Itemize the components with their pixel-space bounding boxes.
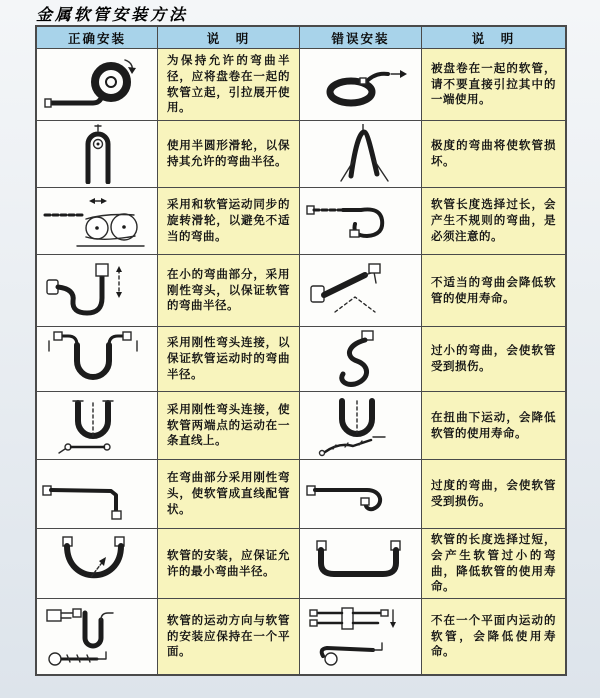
wrong-image-cell — [300, 460, 422, 529]
rigid-elbow-u-connection-icon — [41, 329, 153, 389]
wrong-image-cell — [300, 255, 422, 327]
minimum-bend-radius-u-icon — [41, 533, 153, 595]
correct-image-cell — [37, 460, 158, 529]
wrong-description: 过小的弯曲，会使软管受到损伤。 — [422, 327, 565, 392]
wrong-description: 软管长度选择过长，会产生不规则的弯曲，是必须注意的。 — [422, 188, 565, 255]
correct-image-cell — [37, 327, 158, 392]
wrong-image-cell — [300, 188, 422, 255]
overbent-pipe-end-icon — [305, 464, 417, 524]
inline-motion-u-icon — [41, 395, 153, 457]
correct-image-cell — [37, 121, 158, 188]
header-description-left: 说 明 — [158, 27, 300, 49]
correct-image-cell — [37, 255, 158, 327]
wrong-image-cell — [300, 121, 422, 188]
extreme-bend-icon — [305, 124, 417, 184]
wrong-image-cell — [300, 327, 422, 392]
correct-description: 软管的运动方向与软管的安装应保持在一个平面。 — [158, 599, 300, 674]
correct-image-cell — [37, 599, 158, 674]
flat-coil-pull-end-icon — [305, 54, 417, 116]
same-plane-motion-icon — [41, 604, 153, 670]
correct-description: 采用和软管运动同步的旋转滑轮，以避免不适当的弯曲。 — [158, 188, 300, 255]
wrong-image-cell — [300, 529, 422, 599]
too-short-flat-u-icon — [305, 533, 417, 595]
rigid-elbow-small-bend-icon — [41, 258, 153, 324]
header-correct-install: 正确安装 — [37, 27, 158, 49]
correct-description: 采用刚性弯头连接，以保证软管运动时的弯曲半径。 — [158, 327, 300, 392]
synchronized-rollers-icon — [41, 190, 153, 252]
wrong-image-cell — [300, 599, 422, 674]
wrong-description: 不适当的弯曲会降低软管的使用寿命。 — [422, 255, 565, 327]
wrong-description: 不在一个平面内运动的软管，会降低使用寿命。 — [422, 599, 565, 674]
overlong-hose-loop-icon — [305, 190, 417, 252]
correct-image-cell — [37, 49, 158, 121]
installation-guide-table — [35, 25, 567, 676]
improper-bend-icon — [305, 258, 417, 324]
header-wrong-install: 错误安装 — [300, 27, 422, 49]
wrong-description: 过度的弯曲，会使软管受到损伤。 — [422, 460, 565, 529]
standing-coil-unroll-icon — [41, 54, 153, 116]
correct-description: 在弯曲部分采用刚性弯头，使软管成直线配管状。 — [158, 460, 300, 529]
correct-description: 软管的安装，应保证允许的最小弯曲半径。 — [158, 529, 300, 599]
out-of-plane-motion-icon — [305, 604, 417, 670]
header-description-right: 说 明 — [422, 27, 565, 49]
correct-image-cell — [37, 392, 158, 460]
correct-description: 为保持允许的弯曲半径，应将盘卷在一起的软管立起，引拉展开使用。 — [158, 49, 300, 121]
correct-description: 在小的弯曲部分，采用刚性弯头，以保证软管的弯曲半径。 — [158, 255, 300, 327]
wrong-image-cell — [300, 392, 422, 460]
wrong-image-cell — [300, 49, 422, 121]
wrong-description: 软管的长度选择过短，会产生软管过小的弯曲，降低软管的使用寿命。 — [422, 529, 565, 599]
correct-image-cell — [37, 188, 158, 255]
correct-image-cell — [37, 529, 158, 599]
correct-description: 使用半圆形滑轮，以保持其允许的弯曲半径。 — [158, 121, 300, 188]
straight-pipe-rigid-elbow-icon — [41, 464, 153, 524]
too-small-bend-hook-icon — [305, 329, 417, 389]
page-title: 金属软管安装方法 — [36, 5, 189, 24]
twisted-motion-u-icon — [305, 395, 417, 457]
semicircular-pulley-icon — [41, 124, 153, 184]
wrong-description: 在扭曲下运动，会降低软管的使用寿命。 — [422, 392, 565, 460]
wrong-description: 极度的弯曲将使软管损坏。 — [422, 121, 565, 188]
wrong-description: 被盘卷在一起的软管，请不要直接引拉其中的一端使用。 — [422, 49, 565, 121]
correct-description: 采用刚性弯头连接，使软管两端点的运动在一条直线上。 — [158, 392, 300, 460]
